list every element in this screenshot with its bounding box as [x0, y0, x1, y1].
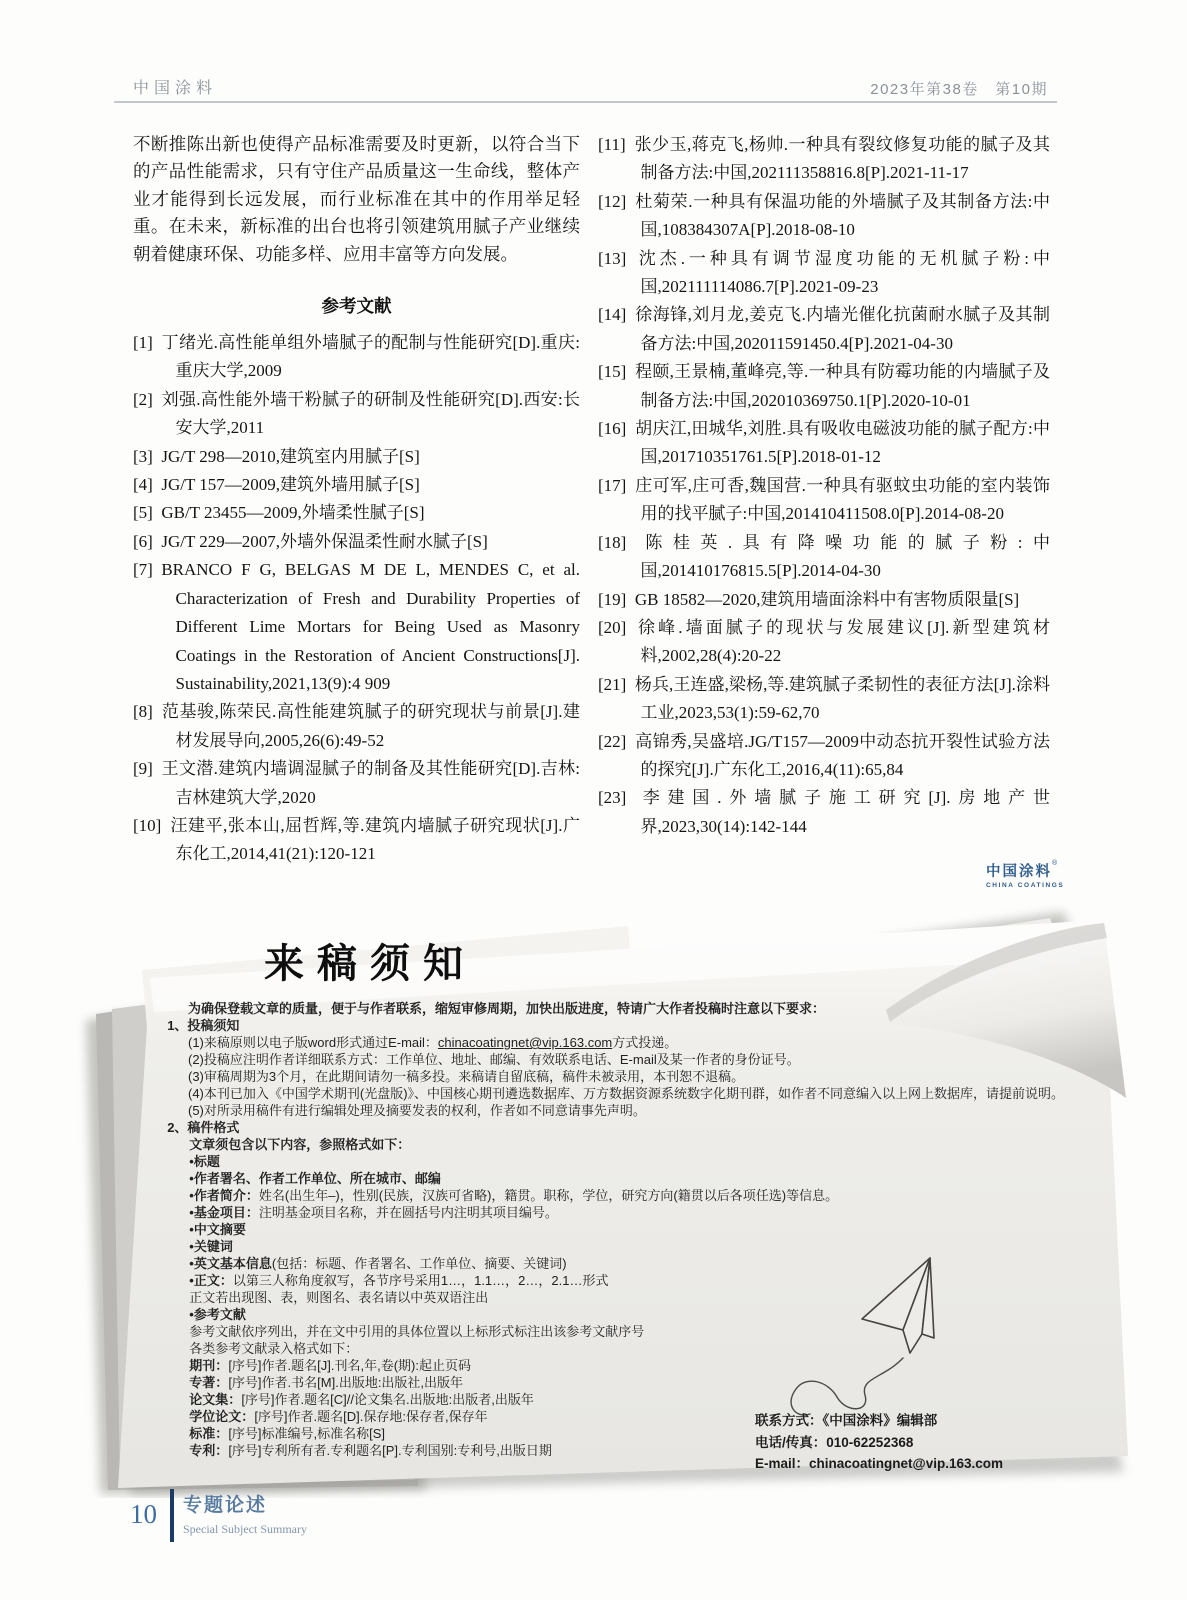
- references-heading: 参考文献: [321, 296, 392, 317]
- reference-number: [8]: [133, 702, 153, 722]
- format-line-text: 正文若出现图、表，则图名、表名请以中英双语注出: [189, 1290, 489, 1305]
- notice-section2-intro: 文章须包含以下内容，参照格式如下：: [189, 1137, 411, 1152]
- reference-text: 庄可军,庄可香,魏国营.一种具有驱蚊虫功能的室内装饰用的找平腻子:中国,201410411508.0[P].2014-08-20: [634, 475, 1050, 524]
- notice-format-line: [189, 1204, 1126, 1221]
- contact-block: [755, 1410, 1003, 1475]
- header-issue-info: 2023年第38卷 第10期: [870, 81, 1048, 98]
- reference-item: [133, 499, 580, 527]
- references-list-left: [133, 329, 580, 869]
- reference-number: [2]: [133, 389, 153, 409]
- reference-text: 李建国.外墙腻子施工研究[J].房地产世界,2023,30(14):142-144: [634, 788, 1050, 836]
- reference-item: [598, 472, 1050, 529]
- reference-number: [15]: [598, 362, 627, 382]
- reference-text: JG/T 298—2010,建筑室内用腻子[S]: [161, 446, 420, 466]
- format-line-label: •中文摘要: [189, 1222, 246, 1237]
- reference-item: [133, 386, 580, 443]
- notice-title: 来稿须知: [264, 942, 476, 986]
- contact-line-2: [755, 1432, 1003, 1454]
- notice-item: (5)对所录用稿件有进行编辑处理及摘要发表的权利，作者如不同意请事先声明。: [188, 1103, 646, 1118]
- format-line-label: 标准：: [189, 1426, 229, 1441]
- reference-text: JG/T 157—2009,建筑外墙用腻子[S]: [161, 475, 420, 495]
- reference-number: [20]: [598, 617, 627, 637]
- reference-number: [23]: [598, 788, 627, 808]
- reference-number: [12]: [598, 191, 627, 211]
- reference-text: 徐海锋,刘月龙,姜克飞.内墙光催化抗菌耐水腻子及其制备方法:中国,202011591450.4[P].2021-04-30: [634, 305, 1050, 353]
- reference-item: [598, 245, 1050, 302]
- reference-item: [598, 131, 1050, 188]
- reference-text: 高锦秀,吴盛培.JG/T157—2009中动态抗开裂性试验方法的探究[J].广东化工,2016,4(11):65,84: [634, 731, 1050, 779]
- contact-label: 联系方式：: [755, 1413, 823, 1428]
- format-line-label: 专著：: [189, 1375, 229, 1390]
- notice-intro: 为确保登载文章的质量，便于与作者联系，缩短审修周期，加快出版进度，特请广大作者投稿时注意以下要求：: [188, 1001, 826, 1016]
- notice-format-line: [189, 1187, 1126, 1204]
- reference-text: 范基骏,陈荣民.高性能建筑腻子的研究现状与前景[J].建材发展导向,2005,26(6):49-52: [161, 702, 580, 750]
- china-coatings-logo: [986, 860, 1064, 889]
- format-line-label: •基金项目：: [189, 1205, 259, 1220]
- reference-text: 徐峰.墙面腻子的现状与发展建议[J].新型建筑材料,2002,28(4):20-22: [634, 617, 1050, 666]
- reference-text: 沈杰.一种具有调节湿度功能的无机腻子粉:中国,202111114086.7[P].2021-09-23: [634, 248, 1050, 297]
- reference-number: [6]: [133, 531, 153, 551]
- reference-number: [3]: [133, 446, 153, 466]
- reference-item: [598, 728, 1050, 785]
- reference-text: 陈桂英.具有降噪功能的腻子粉:中国,201410176815.5[P].2014-04-30: [634, 532, 1050, 581]
- format-line-label: •关键词: [189, 1239, 233, 1254]
- notice-section1-items: [162, 1051, 1126, 1119]
- format-line-label: 学位论文：: [189, 1409, 255, 1424]
- reference-number: [1]: [133, 333, 153, 353]
- item1-prefix: (1)来稿原则以电子版word形式通过E-mail：: [188, 1035, 438, 1050]
- reference-number: [13]: [598, 248, 627, 268]
- notice-format-line: [189, 1272, 1126, 1289]
- reference-item: [598, 301, 1050, 358]
- reference-item: [598, 586, 1050, 614]
- notice-section2-heading: 2、稿件格式: [167, 1120, 240, 1135]
- submission-notice: [58, 898, 1136, 1498]
- reference-text: 杨兵,王连盛,梁杨,等.建筑腻子柔韧性的表征方法[J].涂料工业,2023,53(1):59-62,70: [634, 674, 1050, 723]
- reference-text: 王文潜.建筑内墙调湿腻子的制备及其性能研究[D].吉林:吉林建筑大学,2020: [161, 759, 580, 807]
- reference-number: [9]: [133, 759, 153, 779]
- reference-number: [10]: [133, 815, 162, 835]
- column-right: [598, 131, 1050, 841]
- notice-format-line: [189, 1153, 1126, 1170]
- notice-item: (3)审稿周期为3个月，在此期间请勿一稿多投。来稿请自留底稿，稿件未被录用，本刊恕不退稿。: [188, 1069, 745, 1084]
- reference-text: BRANCO F G, BELGAS M DE L, MENDES C, et al. Characterization of Fresh and Durability Properties of Different Lime Mortars for Being Used as Masonry Coatings in the Restoration of Ancient Constructions[J]. Sustainability,2021,13(9):4 909: [161, 560, 580, 693]
- format-line-label: 期刊：: [189, 1358, 229, 1373]
- reference-number: [21]: [598, 674, 627, 694]
- contact-label: E-mail：: [755, 1456, 810, 1471]
- reference-text: 丁绪光.高性能单组外墙腻子的配制与性能研究[D].重庆:重庆大学,2009: [161, 333, 580, 381]
- format-line-label: 论文集：: [189, 1392, 242, 1407]
- contact-phone: 010-62252368: [826, 1434, 914, 1450]
- reference-item: [133, 329, 580, 386]
- reference-item: [133, 755, 580, 812]
- reference-item: [598, 784, 1050, 841]
- format-line-label: •标题: [189, 1154, 220, 1169]
- reference-number: [7]: [133, 560, 153, 580]
- notice-format-line: [189, 1374, 1126, 1391]
- header-rule: [114, 101, 1057, 103]
- reference-number: [19]: [598, 589, 627, 609]
- footer-page-number: 10: [130, 1499, 157, 1529]
- format-line-label: 专利：: [189, 1443, 229, 1458]
- notice-format-line: [189, 1306, 1126, 1323]
- reference-item: [133, 528, 580, 556]
- format-line-text: 参考文献依序列出，并在文中引用的具体位置以上标形式标注出该参考文献序号: [189, 1324, 645, 1339]
- reference-item: [133, 698, 580, 755]
- format-line-text: [序号]作者.题名[D].保存地:保存者,保存年: [254, 1409, 488, 1424]
- format-line-label: •参考文献: [189, 1307, 246, 1322]
- reference-item: [598, 671, 1050, 728]
- format-line-text: 注明基金项目名称，并在圆括号内注明其项目编号。: [258, 1205, 558, 1220]
- format-line-label: •英文基本信息: [189, 1256, 272, 1271]
- format-line-text: (包括：标题、作者署名、工作单位、摘要、关键词): [271, 1256, 567, 1271]
- item1-suffix: 方式投递。: [612, 1035, 678, 1050]
- format-line-text: [序号]作者.题名[C]//论文集名.出版地:出版者,出版年: [241, 1392, 534, 1407]
- notice-section1-heading: 1、投稿须知: [167, 1018, 240, 1033]
- reference-number: [16]: [598, 419, 627, 439]
- submission-email-link[interactable]: chinacoatingnet@vip.163.com: [437, 1035, 613, 1050]
- contact-line-1: [755, 1410, 1003, 1432]
- format-line-label: •作者署名、作者工作单位、所在城市、邮编: [189, 1171, 441, 1186]
- notice-format-line: [189, 1340, 1126, 1357]
- notice-body: [162, 1000, 1126, 1459]
- reference-item: [598, 614, 1050, 671]
- notice-format-line: [189, 1357, 1126, 1374]
- format-line-label: •正文：: [189, 1273, 233, 1288]
- reference-text: 胡庆江,田城华,刘胜.具有吸收电磁波功能的腻子配方:中国,201710351761.5[P].2018-01-12: [634, 419, 1050, 467]
- reference-text: 张少玉,蒋克飞,杨帅.一种具有裂纹修复功能的腻子及其制备方法:中国,202111358816.8[P].2021-11-17: [634, 135, 1050, 183]
- reference-item: [598, 358, 1050, 415]
- reference-text: JG/T 229—2007,外墙外保温柔性耐水腻子[S]: [161, 531, 488, 551]
- reference-number: [5]: [133, 503, 153, 523]
- reference-item: [598, 188, 1050, 245]
- notice-format-line: [189, 1238, 1126, 1255]
- reference-item: [133, 443, 580, 471]
- notice-format-line: [189, 1170, 1126, 1187]
- reference-item: [133, 556, 580, 698]
- reference-text: 程颐,王景楠,董峰亮,等.一种具有防霉功能的内墙腻子及制备方法:中国,202010369750.1[P].2020-10-01: [634, 362, 1050, 410]
- format-line-text: 姓名(出生年–)，性别(民族，汉族可省略)，籍贯。职称，学位，研究方向(籍贯以后各项任选)等信息。: [258, 1188, 839, 1203]
- logo-name: 中国涂料: [986, 864, 1052, 880]
- closing-paragraph: 不断推陈出新也使得产品标准需要及时更新，以符合当下的产品性能需求，只有守住产品质量这一生命线，整体产业才能得到长远发展，而行业标准在其中的作用举足轻重。在未来，新标准的出台也将引领建筑用腻子产业继续朝着健康环保、功能多样、应用丰富等方向发展。: [133, 134, 580, 264]
- references-list-right: [598, 131, 1050, 841]
- reference-number: [14]: [598, 305, 627, 325]
- reference-item: [598, 529, 1050, 586]
- reference-item: [133, 812, 580, 869]
- reference-text: GB/T 23455—2009,外墙柔性腻子[S]: [161, 503, 425, 523]
- notice-format-line: [189, 1323, 1126, 1340]
- contact-email: chinacoatingnet@vip.163.com: [809, 1456, 1003, 1471]
- reference-number: [22]: [598, 731, 627, 751]
- format-line-label: •作者简介：: [189, 1188, 259, 1203]
- header-journal-name: 中国涂料: [133, 80, 218, 97]
- reference-number: [18]: [598, 532, 627, 552]
- notice-format-line: [189, 1221, 1126, 1238]
- footer-divider-bar: [170, 1489, 174, 1542]
- notice-item: (4)本刊已加入《中国学术期刊(光盘版)》、中国核心期刊遴选数据库、万方数据资源系统数字化期刊群，如作者不同意编入以上网上数据库，请提前说明。: [188, 1086, 1065, 1101]
- reference-text: 刘强.高性能外墙干粉腻子的研制及性能研究[D].西安:长安大学,2011: [161, 389, 580, 438]
- format-line-text: [序号]作者.书名[M].出版地:出版社,出版年: [228, 1375, 464, 1390]
- reference-text: 汪建平,张本山,屈哲辉,等.建筑内墙腻子研究现状[J].广东化工,2014,41(21):120-121: [169, 815, 580, 864]
- reference-number: [4]: [133, 475, 153, 495]
- notice-format-line: [189, 1391, 1126, 1408]
- contact-value: 《中国涂料》编辑部: [822, 1413, 938, 1428]
- footer-section-subtitle: Special Subject Summary: [183, 1522, 307, 1536]
- format-line-text: [序号]标准编号,标准名称[S]: [228, 1426, 386, 1441]
- reference-text: 杜菊荣.一种具有保温功能的外墙腻子及其制备方法:中国,108384307A[P].2018-08-10: [634, 191, 1050, 240]
- contact-label: 电话/传真：: [755, 1434, 827, 1450]
- reference-number: [17]: [598, 475, 627, 495]
- footer-section-title: 专题论述: [183, 1495, 268, 1516]
- column-left: [133, 131, 580, 869]
- format-line-text: [序号]专利所有者.专利题名[P].专利国别:专利号,出版日期: [228, 1443, 552, 1458]
- reference-item: [133, 471, 580, 499]
- format-line-text: 各类参考文献录入格式如下：: [189, 1341, 359, 1356]
- registered-mark-icon: ®: [1052, 860, 1058, 867]
- page-footer: [130, 1489, 307, 1542]
- format-line-text: 以第三人称角度叙写，各节序号采用1…，1.1…，2…，2.1…形式: [232, 1273, 609, 1288]
- contact-line-3: [755, 1453, 1003, 1475]
- notice-format-line: [189, 1289, 1126, 1306]
- reference-text: GB 18582—2020,建筑用墙面涂料中有害物质限量[S]: [634, 589, 1020, 609]
- paper-airplane-icon: [718, 1238, 958, 1428]
- notice-item-1: [162, 1034, 1126, 1051]
- reference-item: [598, 415, 1050, 472]
- notice-format-line: [189, 1255, 1126, 1272]
- logo-subtitle: CHINA COATINGS: [986, 882, 1065, 889]
- reference-number: [11]: [598, 135, 626, 154]
- notice-item: (2)投稿应注明作者详细联系方式：工作单位、地址、邮编、有效联系电话、E-mail及某一作者的身份证号。: [188, 1052, 800, 1067]
- format-line-text: [序号]作者.题名[J].刊名,年,卷(期):起止页码: [228, 1358, 471, 1373]
